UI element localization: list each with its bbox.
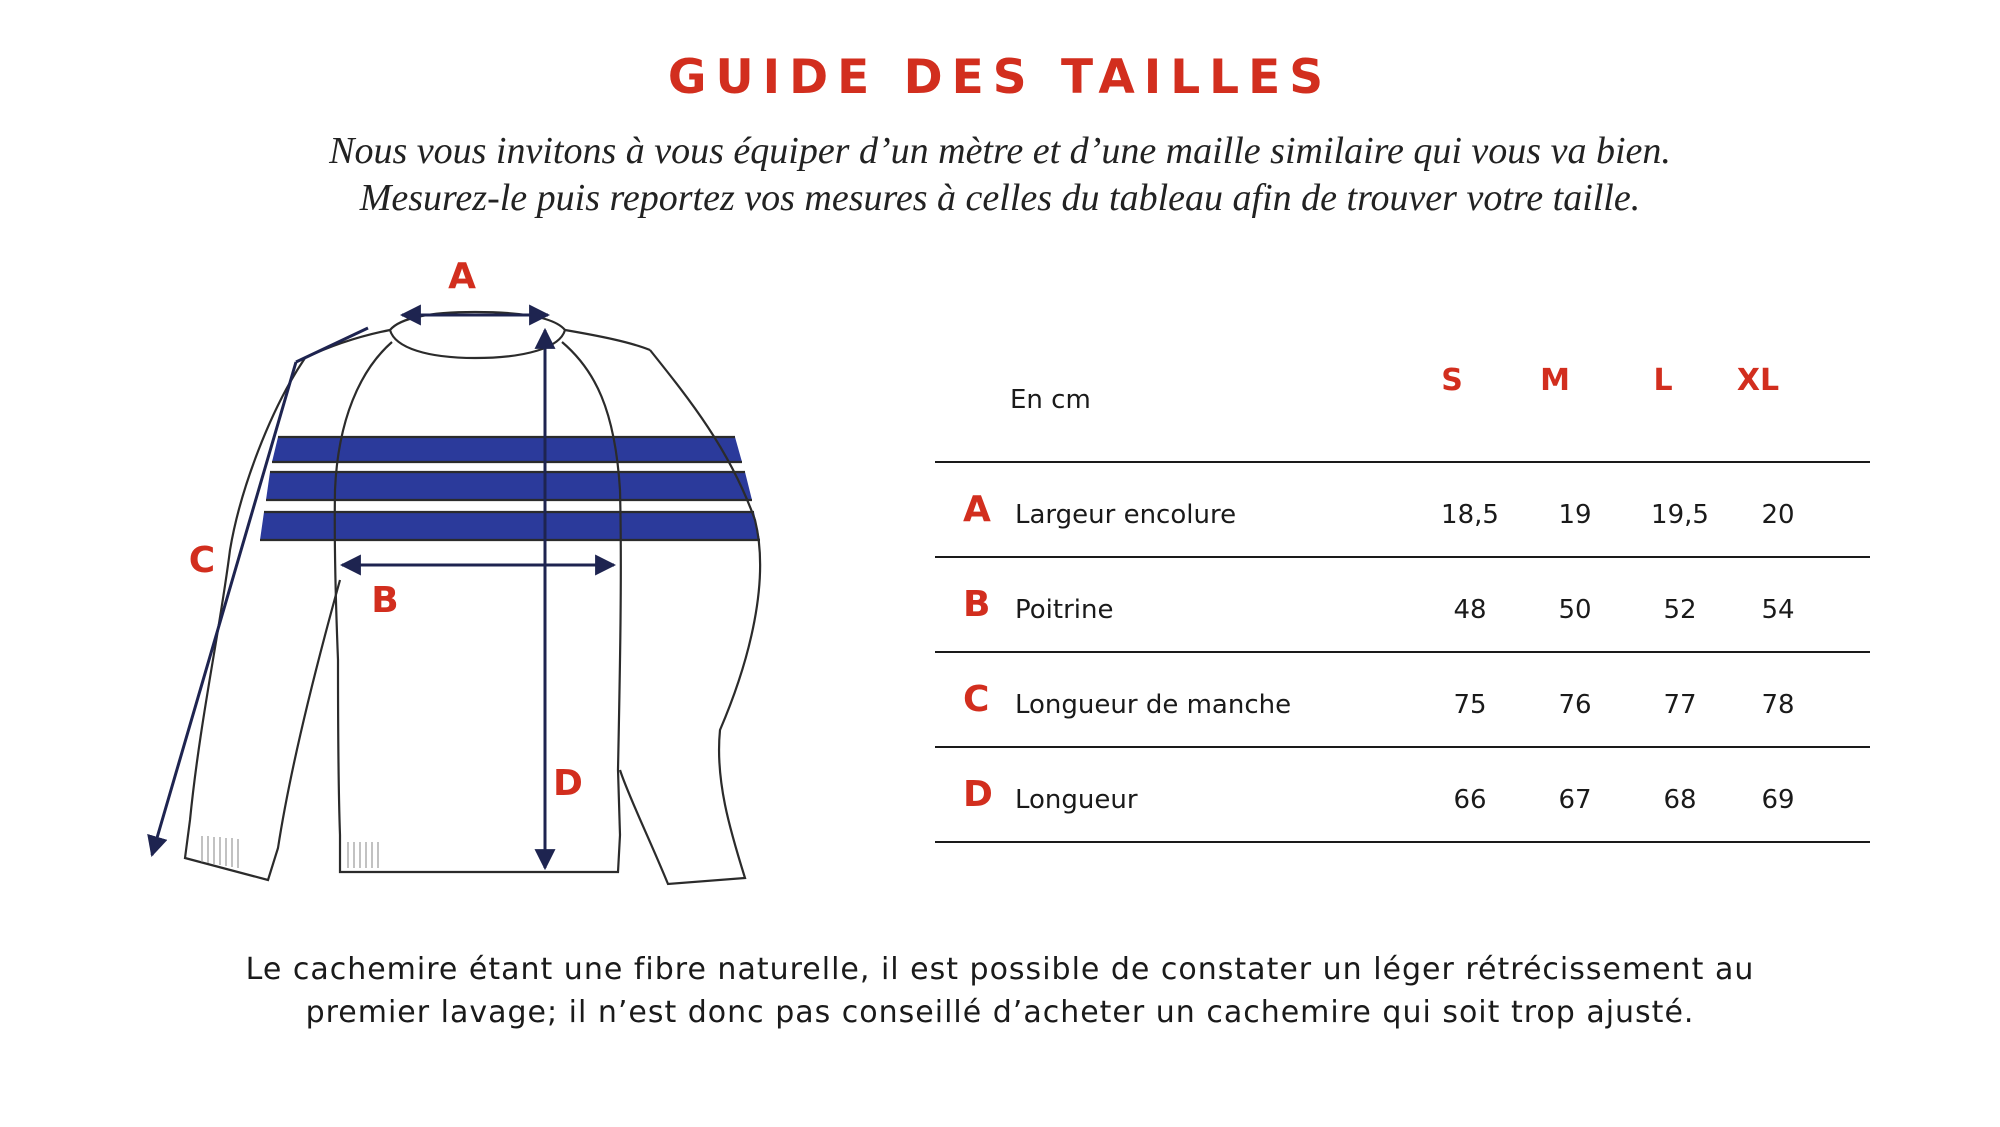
value-s: 66	[1453, 785, 1487, 815]
table-divider	[935, 841, 1870, 843]
value-l: 77	[1663, 690, 1697, 720]
label-a: A	[448, 256, 476, 297]
sweater-drawing	[130, 250, 790, 910]
row-label: Poitrine	[1015, 595, 1114, 625]
size-table	[935, 355, 1870, 855]
row-label: Longueur de manche	[1015, 690, 1292, 720]
stripe-2	[266, 472, 752, 500]
row-letter: B	[963, 584, 991, 625]
value-m: 67	[1558, 785, 1592, 815]
value-xl: 20	[1761, 500, 1795, 530]
table-row-c	[935, 653, 1870, 748]
size-header-m: M	[1540, 363, 1570, 398]
label-d: D	[553, 763, 583, 804]
row-label: Largeur encolure	[1015, 500, 1237, 530]
label-b: B	[371, 580, 399, 621]
table-row-b	[935, 558, 1870, 653]
size-header-s: S	[1441, 363, 1463, 398]
row-label: Longueur	[1015, 785, 1138, 815]
table-row-d	[935, 748, 1870, 843]
care-note	[0, 948, 2000, 1034]
intro-line-2: Mesurez-le puis reportez vos mesures à celles du tableau afin de trouver votre taille.	[359, 177, 1641, 219]
value-l: 19,5	[1651, 500, 1709, 530]
value-xl: 78	[1761, 690, 1795, 720]
page-title: GUIDE DES TAILLES	[667, 50, 1333, 105]
value-m: 76	[1558, 690, 1592, 720]
intro-line-1: Nous vous invitons à vous équiper d’un mètre et d’une maille similaire qui vous va bien.	[329, 130, 1671, 172]
table-row-a	[935, 463, 1870, 558]
care-note-line-2: premier lavage; il n’est donc pas conseillé d’acheter un cachemire qui soit trop ajusté.	[305, 995, 1695, 1030]
unit-label: En cm	[1010, 385, 1091, 415]
measure-c-tick	[296, 328, 368, 362]
value-l: 68	[1663, 785, 1697, 815]
value-s: 75	[1453, 690, 1487, 720]
value-m: 50	[1558, 595, 1592, 625]
rib-texture	[202, 836, 378, 868]
intro-text	[0, 128, 2000, 222]
measure-c-arrow	[152, 362, 296, 855]
care-note-line-1: Le cachemire étant une fibre naturelle, il est possible de constater un léger rétrécissement au	[245, 952, 1755, 987]
row-letter: C	[963, 679, 990, 720]
label-c: C	[188, 540, 216, 581]
value-xl: 54	[1761, 595, 1795, 625]
value-xl: 69	[1761, 785, 1795, 815]
sweater-outline	[185, 312, 760, 884]
value-m: 19	[1558, 500, 1592, 530]
stripe-1	[272, 437, 742, 462]
sweater-illustration	[130, 250, 790, 910]
size-header-l: L	[1653, 363, 1673, 398]
value-l: 52	[1663, 595, 1697, 625]
row-letter: D	[963, 774, 993, 815]
value-s: 18,5	[1441, 500, 1499, 530]
row-letter: A	[963, 489, 991, 530]
size-header-xl: XL	[1736, 363, 1780, 398]
value-s: 48	[1453, 595, 1487, 625]
